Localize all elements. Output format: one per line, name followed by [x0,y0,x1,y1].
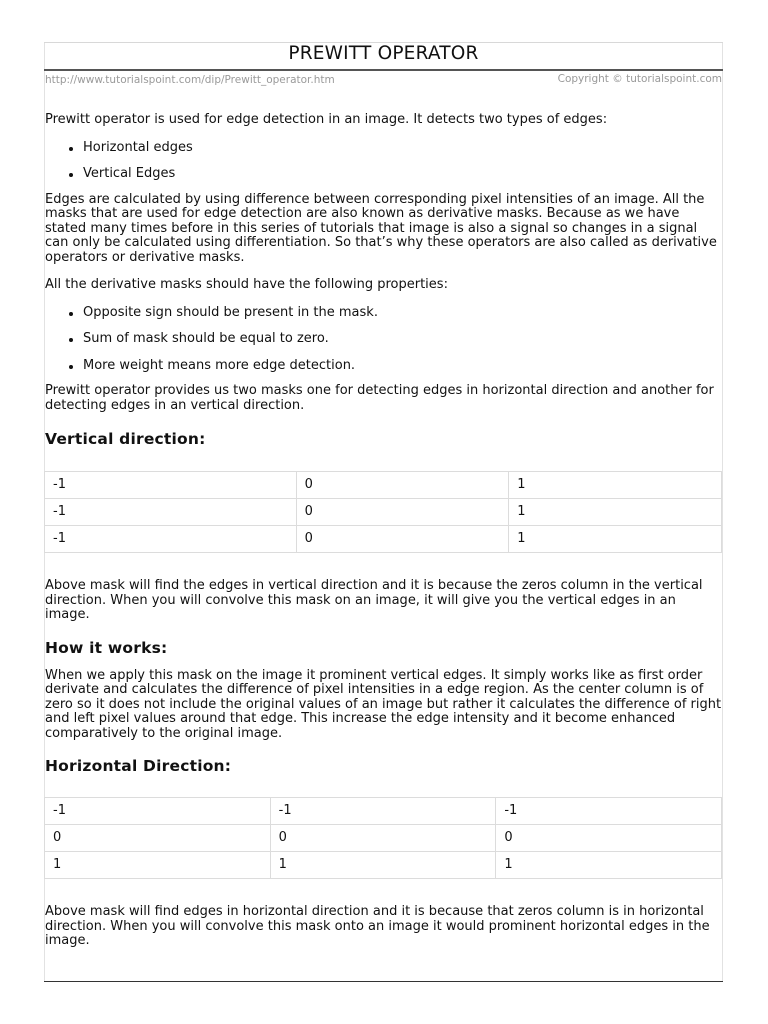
table-cell: 1 [496,852,722,879]
copyright-notice: Copyright © tutorialspoint.com [557,73,722,85]
table-cell: -1 [45,526,297,553]
table-cell: 0 [296,472,509,499]
table-cell: 0 [296,499,509,526]
table-cell: 1 [45,852,271,879]
table-cell: 0 [296,526,509,553]
list-item: Opposite sign should be present in the mask. [83,306,723,321]
table-cell: -1 [496,798,722,825]
table-row [45,526,722,553]
vertical-mask-table [44,471,722,553]
page-title: PREWITT OPERATOR [288,43,479,64]
table-cell: 1 [509,526,722,553]
table-row [45,472,722,499]
table-cell: 1 [270,852,496,879]
table-row [45,499,722,526]
source-url-link[interactable]: http://www.tutorialspoint.com/dip/Prewitt_operator.htm [45,74,335,86]
masks-intro: Prewitt operator provides us two masks one for detecting edges in horizontal direction and another for detecting edges in an vertical direction. [45,383,714,413]
list-item: More weight means more edge detection. [83,359,723,374]
table-cell: 0 [45,825,271,852]
how-it-works-heading: How it works: [45,638,168,657]
table-cell: 1 [509,472,722,499]
table-row [45,825,722,852]
intro-paragraph: Prewitt operator is used for edge detection in an image. It detects two types of edges: [45,112,608,127]
vertical-heading: Vertical direction: [45,430,206,448]
bottom-rule [44,981,723,982]
list-item: Vertical Edges [83,167,723,182]
table-row [45,852,722,879]
table-cell: 0 [496,825,722,852]
table-row [45,798,722,825]
title-rule [44,69,723,71]
vertical-explanation: Above mask will find the edges in vertical direction and it is because the zeros column in the vertical direction. When you will convolve this mask on an image, it will give you the vertical edges in an image. [45,578,703,622]
table-cell: -1 [45,472,297,499]
properties-intro: All the derivative masks should have the following properties: [45,277,448,292]
list-item: Horizontal edges [83,141,723,156]
article-body [45,113,723,962]
table-cell: 0 [270,825,496,852]
table-cell: -1 [45,798,271,825]
edge-types-list [45,141,723,182]
list-item: Sum of mask should be equal to zero. [83,332,723,347]
properties-list [45,306,723,374]
horizontal-mask-table [44,797,722,879]
how-it-works-text: When we apply this mask on the image it prominent vertical edges. It simply works like as first order derivate and calculates the difference of pixel intensities in a edge region. As the center column is of zero so it does not include the original values of an image but rather it calculates the difference of right and left pixel values around that edge. This increase the edge intensity and it become enhanced comparatively to the original image. [45,667,722,741]
horizontal-heading: Horizontal Direction: [45,757,232,775]
horizontal-explanation: Above mask will find edges in horizontal direction and it is because that zeros column is in horizontal direction. When you will convolve this mask onto an image it would prominent horizontal edges in the image. [45,904,710,948]
table-cell: -1 [45,499,297,526]
table-cell: -1 [270,798,496,825]
edges-paragraph: Edges are calculated by using difference between corresponding pixel intensities of an image. All the masks that are used for edge detection are also known as derivative masks. Because as we have stated many times before in this series of tutorials that image is also a signal so changes in a signal can only be calculated using differentiation. So that’s why these operators are also called as derivative operators or derivative masks. [45,191,717,265]
table-cell: 1 [509,499,722,526]
